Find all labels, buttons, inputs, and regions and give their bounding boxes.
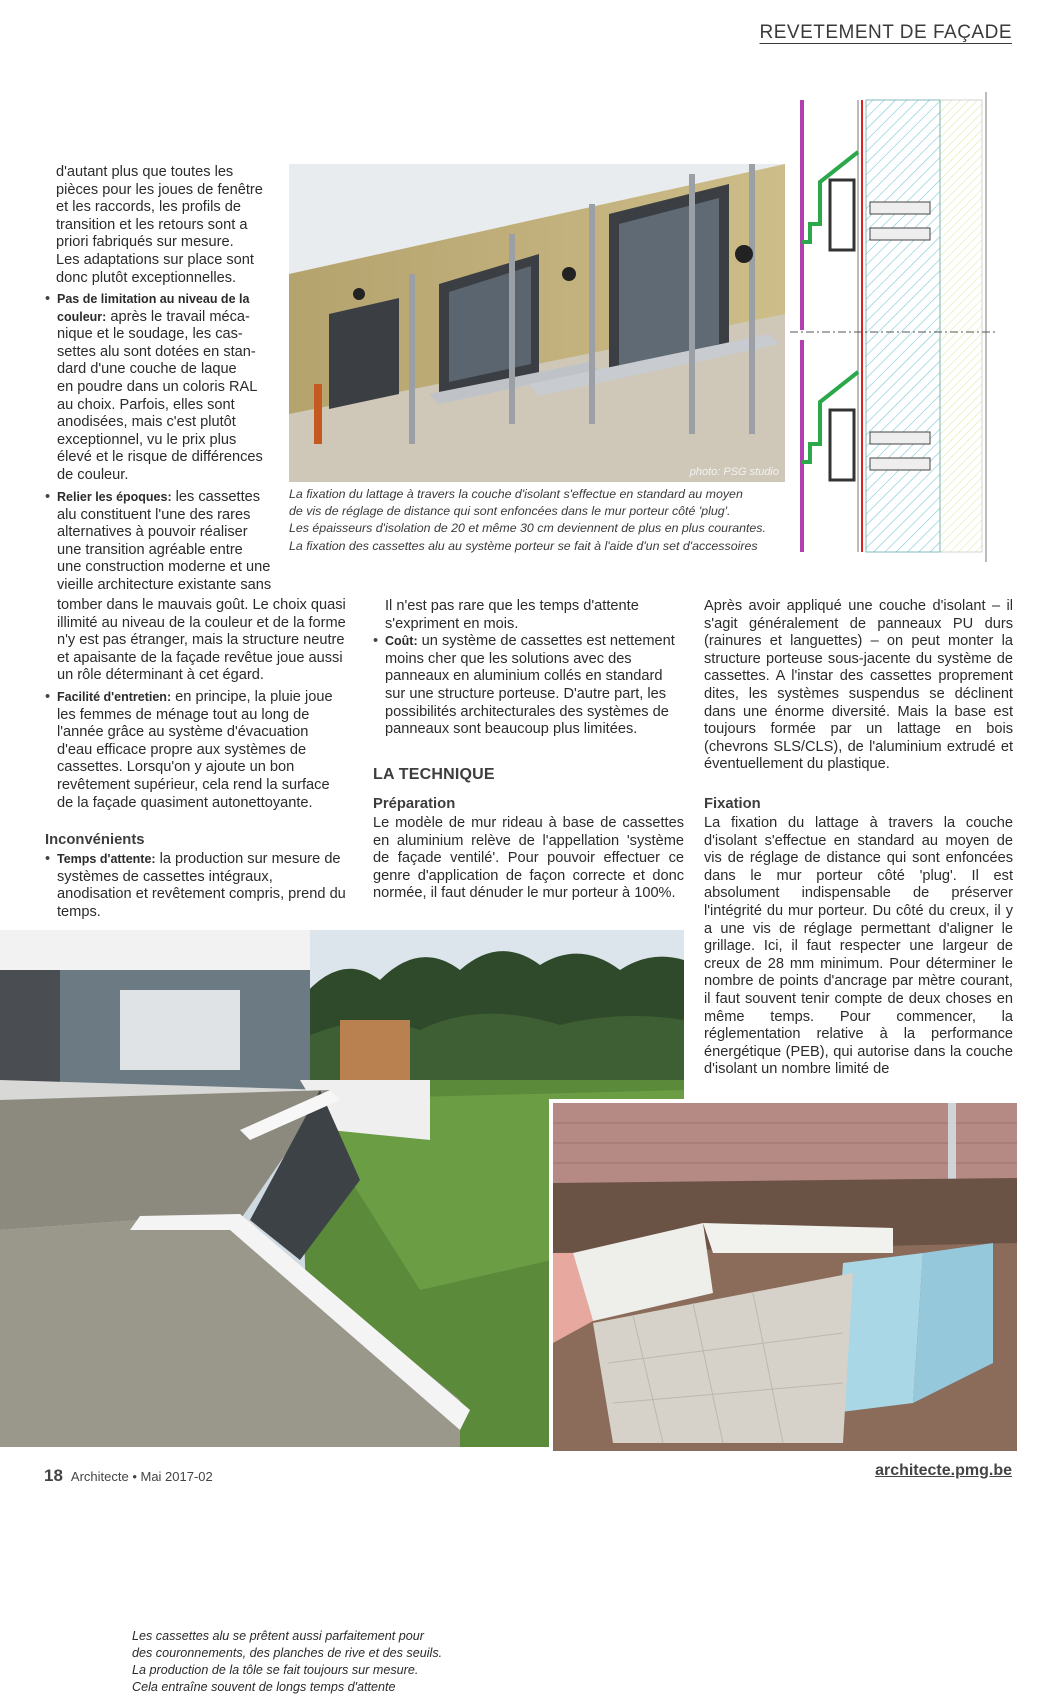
text-line: alu constituent l'une des rares	[57, 506, 251, 523]
section-title: REVETEMENT DE FAÇADE	[759, 22, 1012, 43]
prep-paragraph: Le modèle de mur rideau à base de cassettes en aluminium relève de l'appellation 'système de façade ventilé'. Pour pouvoir effectuer ce genre d'application de façon correcte et donc normée, il faut dénuder le mur porteur à 100%.	[373, 815, 684, 902]
text-line: une construction moderne et une	[57, 559, 271, 576]
photo-credit: photo: PSG studio	[689, 466, 779, 478]
text-line: élevé et le risque de différences	[57, 449, 263, 466]
eras-continuation: tomber dans le mauvais goût. Le choix quasi illimité au niveau de la couleur et de la forme n'y est pas étranger, mais la structure neutre et apaisante de la façade revêtue joue aussi un rôle déterminant à cet égard.	[57, 597, 346, 684]
col1-wide	[57, 597, 346, 685]
caption-line: Les épaisseurs d'isolation de 20 et même 30 cm deviennent de plus en plus courantes.	[289, 521, 766, 536]
facade-photo-drawing	[289, 164, 785, 482]
text-line: Les adaptations sur place sont	[56, 251, 254, 268]
heading-cons	[45, 832, 145, 848]
bullet-eras	[45, 489, 345, 595]
heading: Préparation	[373, 796, 456, 812]
bottom-photo-caption	[124, 1622, 508, 1702]
bullet-text: un système de cassettes est nettement moins cher que les solutions avec des panneaux en aluminium collés en standard sur une structure porteuse. D'autre part, les possibilités architecturales des systèmes de panneaux sont beaucoup plus limitées.	[385, 633, 675, 738]
bullet-maintenance	[45, 689, 346, 812]
bullet-item	[373, 633, 684, 739]
text-line: et les raccords, les profils de	[56, 199, 241, 216]
top-photo-caption	[289, 486, 799, 555]
bullet-lead: Pas de limitation au niveau de la	[57, 292, 250, 306]
heading: Inconvénients	[45, 832, 145, 848]
text-line: au choix. Parfois, elles sont	[57, 396, 235, 413]
caption-line: Cela entraîne souvent de longs temps d'attente	[132, 1680, 396, 1694]
text-line: vieille architecture existante sans	[57, 576, 272, 593]
bullet-lead: Relier les époques:	[57, 490, 172, 504]
text-line: une transition agréable entre	[57, 541, 243, 558]
text-line: en poudre dans un coloris RAL	[57, 378, 258, 395]
technical-diagram	[790, 92, 996, 562]
page-number: 18	[44, 1466, 63, 1485]
bullet-color	[45, 291, 285, 485]
heading: Fixation	[704, 796, 761, 812]
text-line: nique et le soudage, les cas-	[57, 326, 243, 343]
bullet-item	[45, 851, 346, 921]
caption-line: des couronnements, des planches de rive et des seuils.	[132, 1646, 443, 1660]
bullet-lead: Facilité d'entretien:	[57, 690, 172, 704]
text-line: pièces pour les joues de fenêtre	[56, 181, 263, 198]
heading: LA TECHNIQUE	[373, 766, 495, 783]
text-line: après le travail méca-	[106, 308, 250, 325]
roof-terrace-drawing	[553, 1103, 1017, 1451]
caption-line: Les cassettes alu se prêtent aussi parfaitement pour	[132, 1629, 424, 1643]
text-line: les cassettes	[171, 489, 261, 505]
text-line: d'autant plus que toutes les	[56, 164, 234, 180]
caption-line: La fixation du lattage à travers la couche d'isolant s'effectue en standard au moyen	[289, 487, 743, 501]
text-line: alternatives à pouvoir réaliser	[57, 524, 248, 541]
bullet-text: la production sur mesure de systèmes de cassettes intégraux, anodisation et revêtement compris, prend du temps.	[57, 851, 346, 920]
intro-paragraph: Après avoir appliqué une couche d'isolant – il s'agit généralement de panneaux PU durs (rainures et languettes) – on peut monter la structure porteuse sous-jacente du système de cassettes. A l'instar des cassettes proprement dites, les systèmes suspendus se déclinent dans une énorme diversité. Mais la base est toujours formée par un lattage en bois (chevrons SLS/CLS), de l'aluminium extrudé et éventuellement du plastique.	[704, 598, 1013, 773]
issue-label: Architecte • Mai 2017-02	[70, 1469, 213, 1484]
text-line: anodisées, mais c'est plutôt	[57, 414, 236, 431]
waiting-continuation: Il n'est pas rare que les temps d'attente s'expriment en mois.	[385, 598, 639, 632]
col2	[373, 598, 684, 739]
text-line: transition et les retours sont a	[56, 216, 248, 233]
caption-line: de vis de réglage de distance qui sont enfoncées dans le mur porteur côté 'plug'.	[289, 504, 731, 519]
bullet-item	[45, 291, 285, 485]
col3-fix	[704, 815, 1013, 1079]
bullet-lead: Coût:	[385, 634, 418, 649]
bullet-lead: couleur:	[57, 309, 107, 324]
bullet-waiting	[45, 851, 346, 921]
bullet-item	[45, 489, 345, 595]
fixation-paragraph: La fixation du lattage à travers la couche d'isolant s'effectue en standard au moyen de vis de réglage de distance qui sont enfoncées dans le mur porteur côté 'plug'. Il est absolument indispensable de préserver l'intégrité du mur porteur. Du côté du creux, il y a une vis de réglage permettant d'aligner le grillage. Ici, il faut respecter une largeur de creux de 28 mm minimum. Pour déterminer le nombre de points d'ancrage par mètre courant, il faut souvent tenir compte de deux choses en même temps. Pour commencer, la réglementation relative à la performance énergétique (PEB), qui autorise dans la couche d'isolant un nombre limité de	[704, 815, 1013, 1078]
footer-left	[44, 1466, 213, 1486]
facade-construction-photo	[289, 164, 785, 482]
intro-paragraph	[56, 164, 284, 287]
website-link[interactable]: architecte.pmg.be	[875, 1462, 1012, 1479]
roof-terrace-photo	[549, 1099, 1021, 1455]
col2-prep	[373, 815, 684, 903]
heading-preparation	[373, 796, 455, 812]
heading-technique	[373, 766, 495, 784]
heading-fixation	[704, 796, 761, 812]
bullet-text: en principe, la pluie joue les femmes de ménage tout au long de l'année grâce au système d'évacuation d'eau efficace propre aux systèmes de cassettes. Lorsqu'on y ajoute un bon revêtement supérieur, cela rend la surface de la façade quasiment autonettoyante.	[57, 689, 333, 811]
caption-line: La fixation des cassettes alu au système porteur se fait à l'aide d'un set d'accessoires	[289, 538, 758, 553]
text-line: settes alu sont dotées en stan-	[57, 343, 256, 360]
text-line: donc plutôt exceptionnelles.	[56, 269, 237, 286]
col1-narrow	[56, 164, 284, 287]
bullet-item	[45, 689, 346, 812]
bullet-lead: Temps d'attente:	[57, 852, 156, 866]
text-line: de couleur.	[57, 466, 129, 483]
caption-line: La production de la tôle se fait toujours sur mesure.	[132, 1663, 419, 1677]
text-line: priori fabriqués sur mesure.	[56, 234, 234, 251]
facade-section-drawing	[790, 92, 996, 562]
text-line: dard d'une couche de laque	[57, 361, 237, 378]
col3-intro	[704, 598, 1013, 774]
text-line: exceptionnel, vu le prix plus	[57, 431, 237, 448]
